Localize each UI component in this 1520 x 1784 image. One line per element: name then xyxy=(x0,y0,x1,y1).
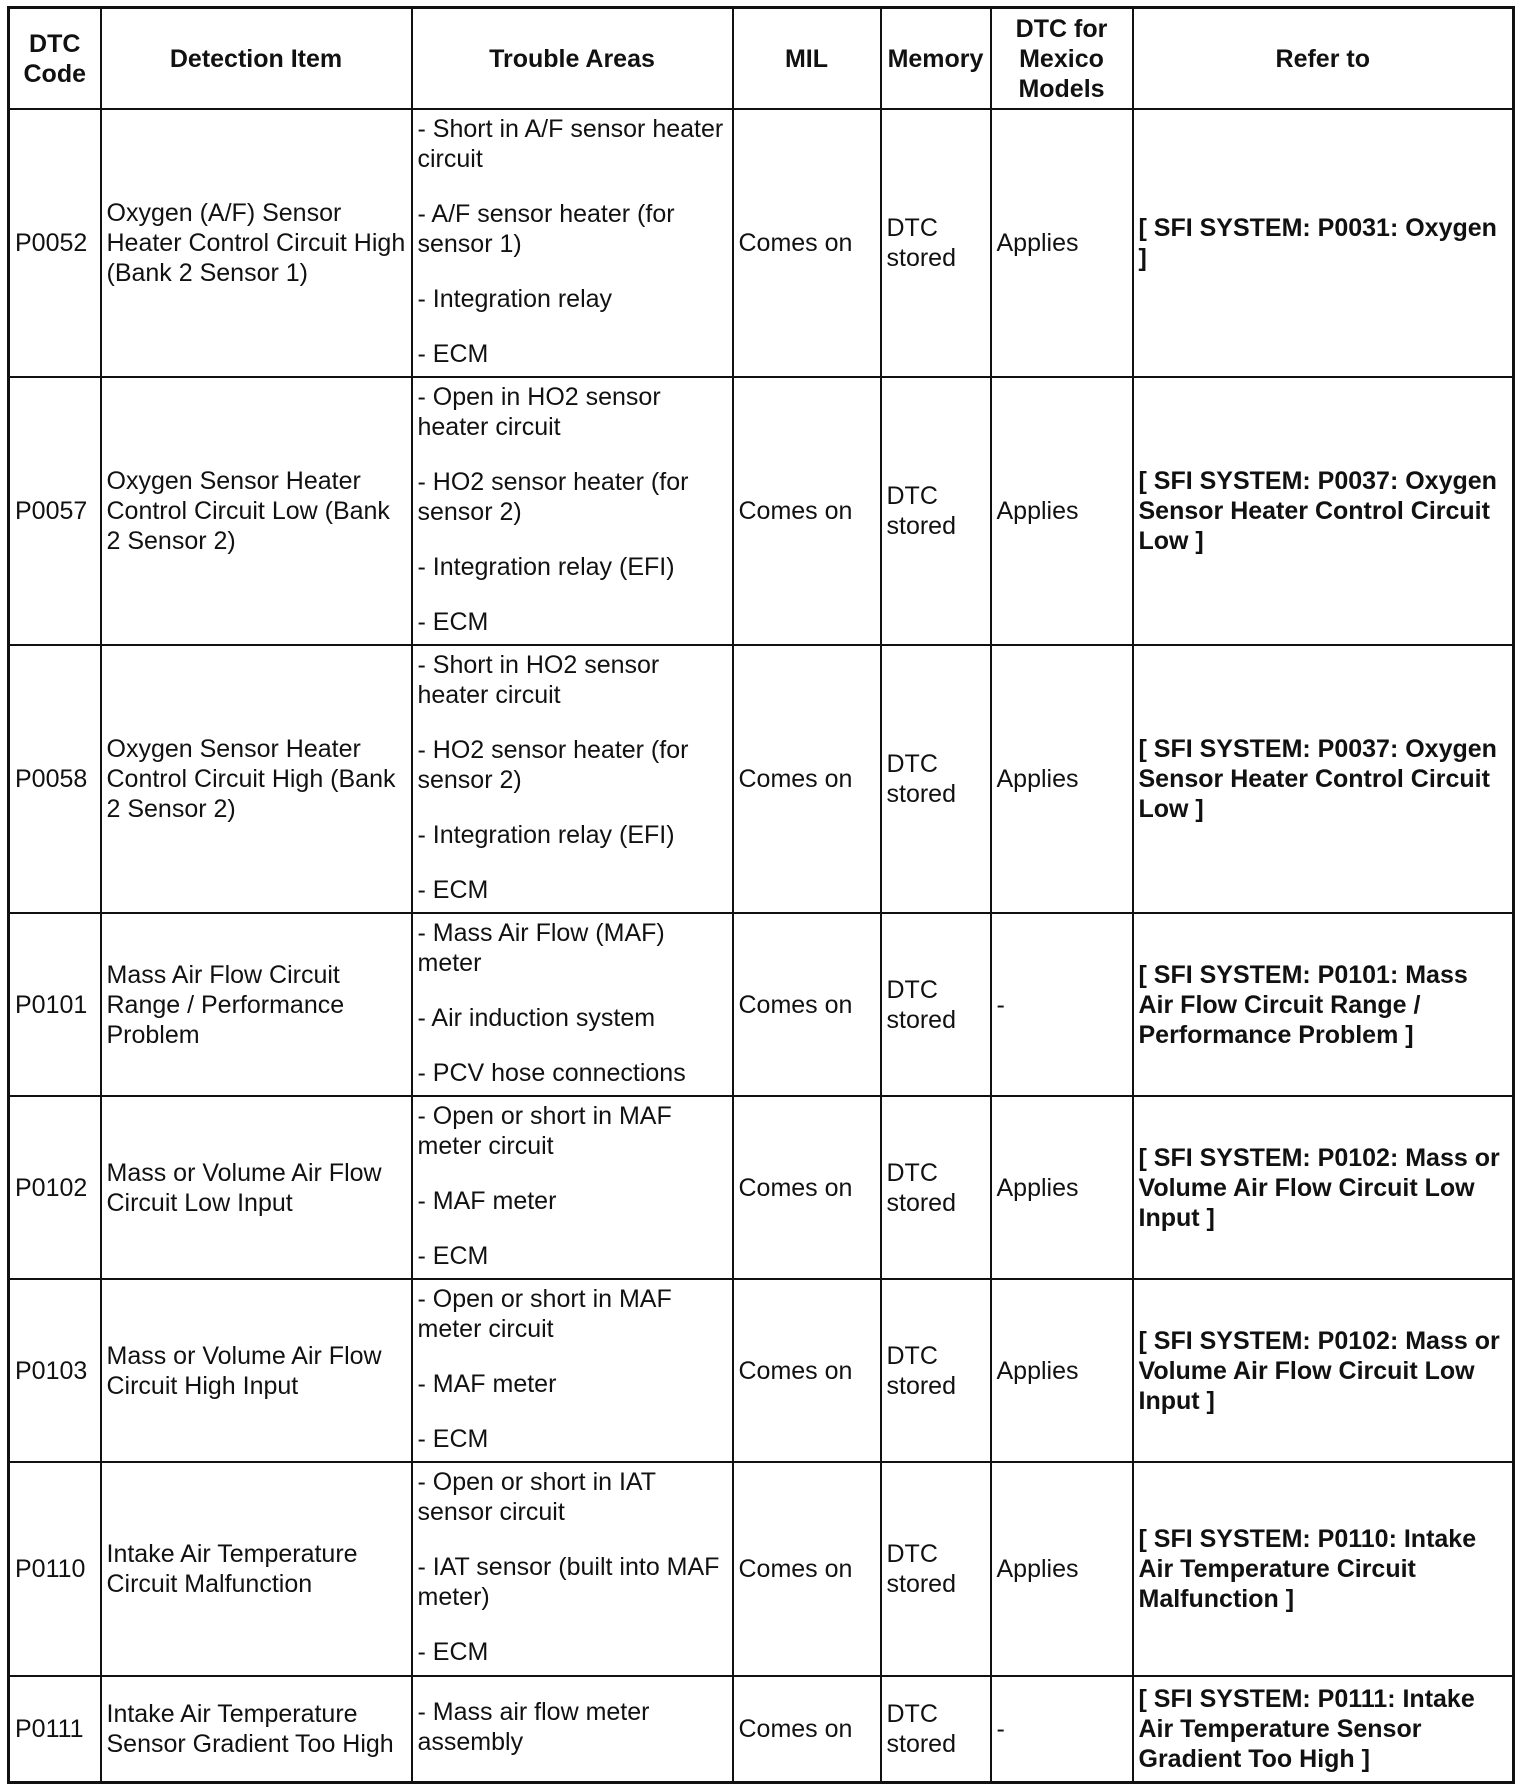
refer-link[interactable]: [ SFI SYSTEM: P0031: Oxygen ] xyxy=(1133,109,1514,377)
memory-line: stored xyxy=(886,1371,956,1400)
trouble-area: - Integration relay (EFI) xyxy=(417,552,675,581)
header-dtc-code: DTC Code xyxy=(9,8,101,110)
trouble-area: - ECM xyxy=(417,1241,489,1270)
table-row xyxy=(9,913,1514,1096)
memory-status xyxy=(881,109,991,377)
mil-status: Comes on xyxy=(733,377,881,645)
memory-line: stored xyxy=(886,244,956,272)
memory-line: stored xyxy=(886,1570,956,1598)
trouble-area: - Integration relay (EFI) xyxy=(417,820,675,849)
mil-status: Comes on xyxy=(733,1462,881,1676)
trouble-areas xyxy=(412,377,733,645)
trouble-area: - ECM xyxy=(417,875,489,904)
detection-item: Oxygen (A/F) Sensor Heater Control Circuit High (Bank 2 Sensor 1) xyxy=(101,109,412,377)
memory-line: DTC xyxy=(886,1699,938,1728)
refer-link[interactable]: [ SFI SYSTEM: P0102: Mass or Volume Air Flow Circuit Low Input ] xyxy=(1133,1279,1514,1462)
trouble-areas xyxy=(412,1279,733,1462)
trouble-area: - MAF meter xyxy=(417,1186,557,1215)
mil-status: Comes on xyxy=(733,913,881,1096)
memory-line: stored xyxy=(886,780,956,808)
trouble-area: - ECM xyxy=(417,1638,489,1666)
dtc-code: P0102 xyxy=(9,1096,101,1279)
detection-item: Mass or Volume Air Flow Circuit High Input xyxy=(101,1279,412,1462)
trouble-area: - HO2 sensor heater (for sensor 2) xyxy=(417,467,689,526)
trouble-areas xyxy=(412,109,733,377)
header-trouble-areas: Trouble Areas xyxy=(412,8,733,110)
trouble-area: - Open in HO2 sensor heater circuit xyxy=(417,382,661,441)
trouble-areas xyxy=(412,1676,733,1782)
trouble-area: - Air induction system xyxy=(417,1003,656,1032)
header-memory: Memory xyxy=(881,8,991,110)
trouble-area: - A/F sensor heater (for sensor 1) xyxy=(417,199,675,258)
trouble-areas xyxy=(412,645,733,913)
detection-item: Mass Air Flow Circuit Range / Performance Problem xyxy=(101,913,412,1096)
refer-link[interactable]: [ SFI SYSTEM: P0102: Mass or Volume Air Flow Circuit Low Input ] xyxy=(1133,1096,1514,1279)
trouble-area: - Open or short in IAT sensor circuit xyxy=(417,1468,656,1526)
table-row xyxy=(9,109,1514,377)
mexico-applies: Applies xyxy=(991,109,1133,377)
mexico-applies: Applies xyxy=(991,377,1133,645)
dtc-code: P0103 xyxy=(9,1279,101,1462)
dtc-code: P0110 xyxy=(9,1462,101,1676)
trouble-area: - Mass air flow meter assembly xyxy=(417,1697,650,1756)
table-row xyxy=(9,377,1514,645)
mexico-applies: Applies xyxy=(991,645,1133,913)
header-refer-to: Refer to xyxy=(1133,8,1514,110)
memory-line: DTC xyxy=(886,482,938,510)
refer-link[interactable]: [ SFI SYSTEM: P0110: Intake Air Temperature Circuit Malfunction ] xyxy=(1133,1462,1514,1676)
mil-status: Comes on xyxy=(733,1096,881,1279)
detection-item: Mass or Volume Air Flow Circuit Low Input xyxy=(101,1096,412,1279)
memory-status xyxy=(881,913,991,1096)
refer-link[interactable]: [ SFI SYSTEM: P0037: Oxygen Sensor Heater Control Circuit Low ] xyxy=(1133,377,1514,645)
trouble-areas xyxy=(412,1462,733,1676)
mil-status: Comes on xyxy=(733,645,881,913)
memory-line: DTC xyxy=(886,214,938,242)
dtc-code: P0057 xyxy=(9,377,101,645)
dtc-code: P0052 xyxy=(9,109,101,377)
trouble-area: - MAF meter xyxy=(417,1369,557,1398)
memory-status xyxy=(881,645,991,913)
refer-link[interactable]: [ SFI SYSTEM: P0037: Oxygen Sensor Heater Control Circuit Low ] xyxy=(1133,645,1514,913)
memory-line: DTC xyxy=(886,1341,938,1370)
table-row xyxy=(9,1462,1514,1676)
detection-item: Oxygen Sensor Heater Control Circuit High (Bank 2 Sensor 2) xyxy=(101,645,412,913)
dtc-code: P0058 xyxy=(9,645,101,913)
trouble-area: - ECM xyxy=(417,1424,489,1453)
mexico-applies: Applies xyxy=(991,1462,1133,1676)
mexico-applies: - xyxy=(991,913,1133,1096)
header-mil: MIL xyxy=(733,8,881,110)
trouble-area: - ECM xyxy=(417,339,489,368)
trouble-areas xyxy=(412,913,733,1096)
table-row xyxy=(9,645,1514,913)
memory-line: DTC xyxy=(886,750,938,778)
memory-line: stored xyxy=(886,1188,956,1217)
detection-item: Intake Air Temperature Circuit Malfunction xyxy=(101,1462,412,1676)
detection-item: Intake Air Temperature Sensor Gradient Too High xyxy=(101,1676,412,1782)
trouble-area: - PCV hose connections xyxy=(417,1058,686,1087)
detection-item: Oxygen Sensor Heater Control Circuit Low (Bank 2 Sensor 2) xyxy=(101,377,412,645)
trouble-area: - HO2 sensor heater (for sensor 2) xyxy=(417,735,689,794)
trouble-area: - Short in A/F sensor heater circuit xyxy=(417,114,724,173)
dtc-code: P0101 xyxy=(9,913,101,1096)
memory-status xyxy=(881,1096,991,1279)
refer-link[interactable]: [ SFI SYSTEM: P0111: Intake Air Temperature Sensor Gradient Too High ] xyxy=(1133,1676,1514,1782)
table-row xyxy=(9,1096,1514,1279)
memory-status xyxy=(881,377,991,645)
mil-status: Comes on xyxy=(733,109,881,377)
dtc-table xyxy=(7,6,1515,1784)
mexico-applies: Applies xyxy=(991,1096,1133,1279)
table-row xyxy=(9,1676,1514,1782)
trouble-area: - Mass Air Flow (MAF) meter xyxy=(417,918,665,977)
trouble-area: - IAT sensor (built into MAF meter) xyxy=(417,1553,720,1611)
memory-line: stored xyxy=(886,1729,956,1758)
mil-status: Comes on xyxy=(733,1279,881,1462)
trouble-area: - Short in HO2 sensor heater circuit xyxy=(417,650,660,709)
memory-line: DTC xyxy=(886,1158,938,1187)
dtc-code: P0111 xyxy=(9,1676,101,1782)
refer-link[interactable]: [ SFI SYSTEM: P0101: Mass Air Flow Circuit Range / Performance Problem ] xyxy=(1133,913,1514,1096)
trouble-area: - Open or short in MAF meter circuit xyxy=(417,1101,672,1160)
header-mexico: DTC for Mexico Models xyxy=(991,8,1133,110)
memory-status xyxy=(881,1676,991,1782)
memory-line: DTC xyxy=(886,1540,938,1568)
trouble-area: - ECM xyxy=(417,607,489,636)
trouble-area: - Integration relay xyxy=(417,284,613,313)
memory-status xyxy=(881,1462,991,1676)
memory-line: DTC xyxy=(886,975,938,1004)
header-detection-item: Detection Item xyxy=(101,8,412,110)
memory-line: stored xyxy=(886,512,956,540)
mexico-applies: - xyxy=(991,1676,1133,1782)
trouble-areas xyxy=(412,1096,733,1279)
trouble-area: - Open or short in MAF meter circuit xyxy=(417,1284,672,1343)
memory-status xyxy=(881,1279,991,1462)
mexico-applies: Applies xyxy=(991,1279,1133,1462)
mil-status: Comes on xyxy=(733,1676,881,1782)
header-row xyxy=(9,8,1514,110)
memory-line: stored xyxy=(886,1005,956,1034)
table-row xyxy=(9,1279,1514,1462)
